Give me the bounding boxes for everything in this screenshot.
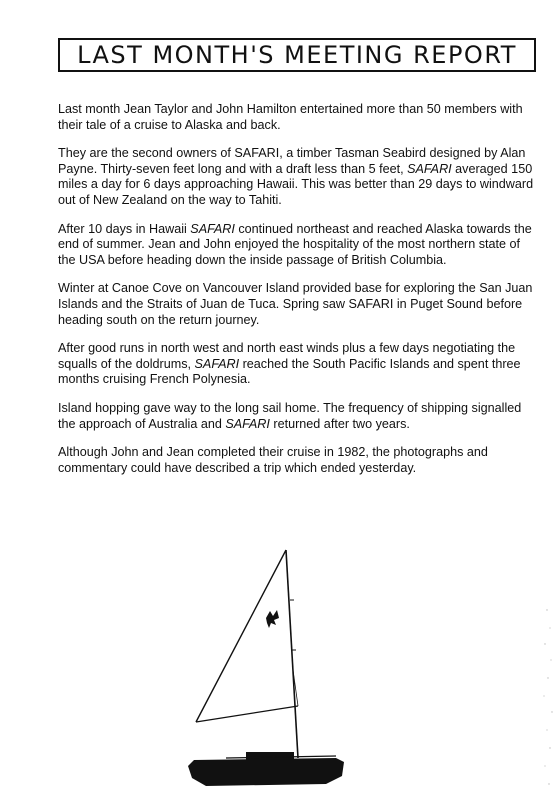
- report-title-box: [58, 38, 536, 72]
- paragraph-5-text-a: After good runs in north west and north east winds plus a few days negotiating the squalls of the doldrums,: [58, 341, 516, 371]
- paragraph-6-text-c: returned after two years.: [269, 416, 410, 431]
- paragraph-3: [58, 222, 536, 269]
- paragraph-6: [58, 401, 536, 432]
- paragraph-4-text: Winter at Canoe Cove on Vancouver Island provided base for exploring the San Juan Islands and the Straits of Juan de Tuca. Spring saw SAFARI in Puget Sound before heading south on the return journey.: [58, 281, 533, 327]
- boat-name-italic: SAFARI: [225, 416, 270, 431]
- sailboat-drawing: [186, 540, 346, 800]
- paragraph-4: [58, 281, 536, 328]
- paragraph-5: [58, 341, 536, 388]
- paragraph-7: [58, 445, 536, 476]
- sail-emblem-icon: [266, 610, 279, 628]
- paragraph-2-text-a: They are the second owners of SAFARI, a timber Tasman Seabird designed by Alan Payne. Thirty-seven feet long and with a draft less than 5 feet,: [58, 146, 526, 176]
- paragraph-5-text-c: reached the South Pacific Islands and spent three months cruising French Polynesia.: [58, 356, 521, 387]
- hull: [188, 758, 344, 786]
- sail-leading-edge: [196, 550, 286, 722]
- scan-noise-drawing: [541, 600, 555, 800]
- paragraph-2-text-c: averaged 150 miles a day for 6 days approaching Hawaii. This was better than 29 days to windward out of New Zealand on the way to Tahiti.: [58, 161, 534, 207]
- scan-edge-noise: [541, 600, 555, 800]
- article-body: [58, 102, 536, 489]
- paragraph-1: [58, 102, 536, 133]
- paragraph-1-text: Last month Jean Taylor and John Hamilton entertained more than 50 members with their tale of a cruise to Alaska and back.: [58, 102, 523, 132]
- boom: [196, 706, 298, 722]
- boat-name-italic: SAFARI: [194, 356, 240, 371]
- paragraph-3-text-a: After 10 days in Hawaii: [58, 221, 191, 236]
- mast: [286, 550, 298, 758]
- paragraph-2: [58, 146, 536, 208]
- sailboat-icon: [186, 540, 346, 800]
- boat-name-italic: SAFARI: [407, 161, 452, 176]
- paragraph-7-text: Although John and Jean completed their cruise in 1982, the photographs and commentary could have described a trip which ended yesterday.: [58, 445, 488, 475]
- page-title: LAST MONTH'S MEETING REPORT: [77, 41, 517, 69]
- boat-name-italic: SAFARI: [190, 221, 235, 236]
- paragraph-6-text-a: Island hopping gave way to the long sail home. The frequency of shipping signalled the approach of Australia and: [58, 400, 522, 431]
- paragraph-3-text-c: continued northeast and reached Alaska towards the end of summer. Jean and John enjoyed the hospitality of the most northern state of the USA before heading down the inside passage of British Columbia.: [58, 221, 532, 267]
